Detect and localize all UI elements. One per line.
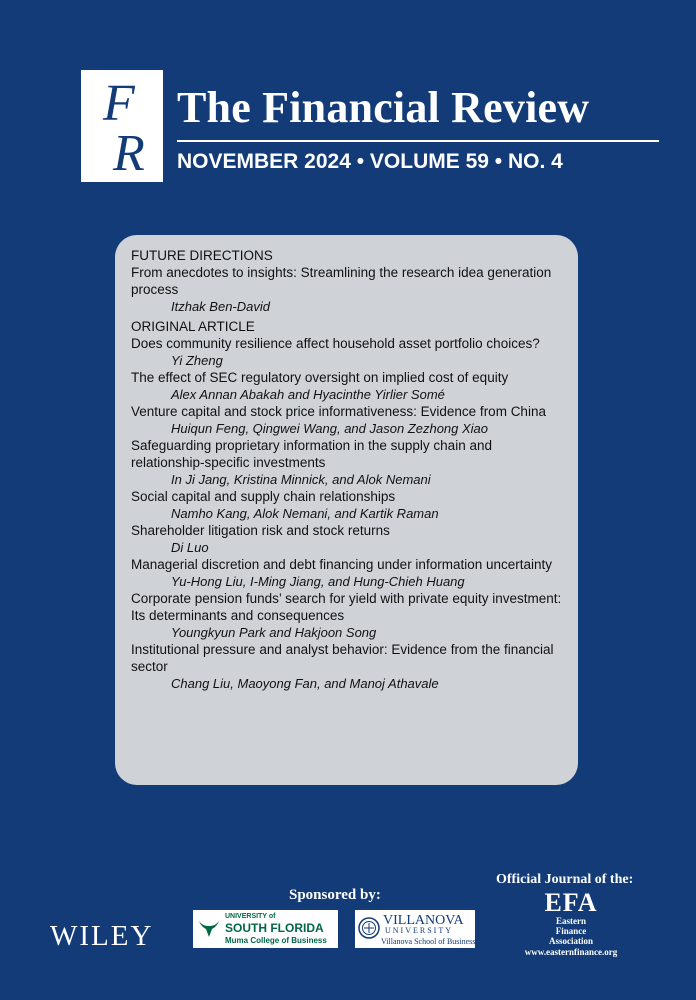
efa-line-association: Association (548, 936, 593, 946)
article-title: Institutional pressure and analyst behavior: Evidence from the financial sector (131, 642, 554, 674)
article-title: Does community resilience affect household asset portfolio choices? (131, 336, 540, 351)
article-authors: Youngkyun Park and Hakjoon Song (171, 625, 377, 640)
article-title: The effect of SEC regulatory oversight on implied cost of equity (131, 370, 509, 385)
issue-info: NOVEMBER 2024 • VOLUME 59 • NO. 4 (177, 150, 563, 173)
efa-line-finance: Finance (555, 926, 587, 936)
article-title: Safeguarding proprietary information in the supply chain and relationship-specific investments (131, 438, 492, 470)
villanova-name: VILLANOVA (383, 913, 464, 928)
usf-logo (193, 910, 338, 948)
villanova-university: UNIVERSITY (385, 926, 453, 935)
usf-bull-icon (197, 915, 221, 939)
article-authors: Namho Kang, Alok Nemani, and Kartik Raman (171, 506, 439, 521)
article-title: Shareholder litigation risk and stock returns (131, 523, 390, 538)
usf-university-of: UNIVERSITY of (225, 913, 276, 920)
article-authors: Itzhak Ben-David (171, 299, 270, 314)
article-authors: Chang Liu, Maoyong Fan, and Manoj Athavale (171, 676, 439, 691)
efa-abbr: EFA (544, 888, 598, 917)
article-authors: Alex Annan Abakah and Hyacinthe Yirlier Somé (171, 387, 445, 402)
villanova-logo (355, 910, 475, 948)
article-authors: Huiqun Feng, Qingwei Wang, and Jason Zezhong Xiao (171, 421, 489, 436)
official-journal-label: Official Journal of the: (496, 872, 634, 887)
article-authors: Yu-Hong Liu, I-Ming Jiang, and Hung-Chieh Huang (171, 574, 465, 589)
article-title: Corporate pension funds’ search for yield with private equity investment: Its determinants and consequences (131, 591, 562, 623)
article-authors: Di Luo (171, 540, 209, 555)
villanova-seal-icon (358, 917, 380, 939)
usf-name: SOUTH FLORIDA (225, 921, 324, 935)
usf-college: Muma College of Business (225, 936, 327, 945)
villanova-school: Villanova School of Business (381, 937, 475, 946)
table-of-contents (115, 235, 578, 785)
journal-logo (81, 70, 163, 182)
article-authors: In Ji Jang, Kristina Minnick, and Alok Nemani (171, 472, 431, 487)
efa-logo (496, 890, 646, 958)
efa-url: www.easternfinance.org (524, 947, 618, 957)
article-authors: Yi Zheng (171, 353, 223, 368)
sponsored-by-label: Sponsored by: (289, 887, 381, 903)
journal-title: The Financial Review (177, 83, 590, 132)
efa-line-eastern: Eastern (556, 916, 586, 926)
logo-letter-r: R (113, 125, 145, 182)
article-title: Managerial discretion and debt financing under information uncertainty (131, 557, 553, 572)
logo-letter-f: F (103, 75, 135, 132)
article-title: Venture capital and stock price informativeness: Evidence from China (131, 404, 546, 419)
article-title: From anecdotes to insights: Streamlining the research idea generation process (131, 265, 552, 297)
article-title: Social capital and supply chain relationships (131, 489, 396, 504)
title-divider (177, 140, 659, 142)
wiley-logo: WILEY (50, 920, 154, 952)
section-heading: FUTURE DIRECTIONS (131, 248, 273, 263)
section-heading: ORIGINAL ARTICLE (131, 319, 255, 334)
